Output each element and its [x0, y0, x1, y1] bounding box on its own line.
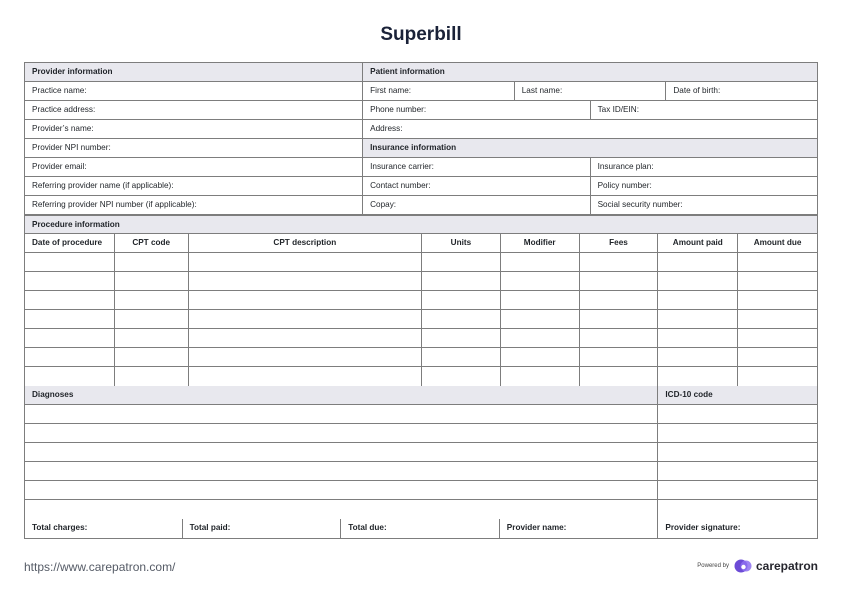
column-header: Fees — [580, 234, 659, 252]
date-of-procedure-cell[interactable] — [25, 367, 115, 386]
total-paid-field[interactable]: Total paid: — [183, 519, 342, 538]
referring-provider-name-field[interactable]: Referring provider name (if applicable): — [25, 177, 363, 195]
fees-cell[interactable] — [580, 253, 659, 271]
ssn-field[interactable]: Social security number: — [597, 200, 683, 209]
form-row — [25, 158, 817, 177]
section-header-row — [25, 63, 817, 82]
provider-email-field[interactable]: Provider email: — [25, 158, 363, 176]
powered-by-label: Powered by — [697, 563, 729, 569]
procedure-row — [25, 310, 817, 329]
cpt-description-cell[interactable] — [189, 291, 422, 309]
icd10-code-cell[interactable] — [658, 424, 817, 442]
provider-info-header: Provider information — [25, 63, 363, 81]
amount-due-cell[interactable] — [738, 272, 817, 290]
amount-paid-cell[interactable] — [658, 329, 738, 347]
practice-address-field[interactable]: Practice address: — [25, 101, 363, 119]
cpt-description-cell[interactable] — [189, 348, 422, 366]
units-cell[interactable] — [422, 291, 501, 309]
document-title: Superbill — [380, 24, 462, 45]
modifier-cell[interactable] — [501, 253, 580, 271]
provider-name-field[interactable]: Provider’s name: — [25, 120, 363, 138]
carepatron-brand-name: carepatron — [755, 559, 818, 573]
last-name-field[interactable]: Last name: — [515, 82, 667, 100]
form-row — [25, 196, 817, 215]
cpt-code-cell[interactable] — [115, 272, 189, 290]
icd10-code-cell[interactable] — [658, 500, 817, 519]
totals-row — [25, 519, 817, 538]
modifier-cell[interactable] — [501, 272, 580, 290]
diagnosis-row — [25, 500, 817, 519]
column-header: CPT code — [115, 234, 189, 252]
diagnosis-row — [25, 405, 817, 424]
insurance-carrier-field[interactable]: Insurance carrier: — [363, 158, 590, 176]
icd10-code-cell[interactable] — [658, 405, 817, 423]
amount-paid-cell[interactable] — [658, 367, 738, 386]
cpt-description-cell[interactable] — [189, 329, 422, 347]
procedure-row — [25, 272, 817, 291]
cpt-description-cell[interactable] — [189, 272, 422, 290]
date-of-procedure-cell[interactable] — [25, 310, 115, 328]
form-row — [25, 177, 817, 196]
cpt-description-cell[interactable] — [189, 253, 422, 271]
referring-provider-npi-field[interactable]: Referring provider NPI number (if applicable): — [25, 196, 363, 214]
amount-paid-cell[interactable] — [658, 348, 738, 366]
carepatron-logo-icon — [734, 558, 752, 574]
column-header: Amount due — [753, 238, 802, 247]
procedure-row — [25, 253, 817, 272]
fees-cell[interactable] — [580, 272, 659, 290]
amount-due-cell[interactable] — [738, 348, 817, 366]
provider-signature-field[interactable]: Provider signature: — [665, 523, 741, 532]
units-cell[interactable] — [422, 329, 501, 347]
superbill-form — [24, 62, 818, 539]
cpt-code-cell[interactable] — [115, 291, 189, 309]
icd10-code-cell[interactable] — [658, 443, 817, 461]
modifier-cell[interactable] — [501, 310, 580, 328]
fees-cell[interactable] — [580, 329, 659, 347]
modifier-cell[interactable] — [501, 291, 580, 309]
address-field[interactable]: Address: — [370, 124, 403, 133]
fees-cell[interactable] — [580, 367, 659, 386]
cpt-code-cell[interactable] — [115, 329, 189, 347]
column-header: Amount paid — [658, 234, 738, 252]
diagnosis-cell[interactable] — [25, 424, 658, 442]
units-cell[interactable] — [422, 272, 501, 290]
amount-due-cell[interactable] — [738, 310, 817, 328]
procedure-row — [25, 291, 817, 310]
units-cell[interactable] — [422, 253, 501, 271]
date-of-procedure-cell[interactable] — [25, 291, 115, 309]
tax-id-field[interactable]: Tax ID/EIN: — [597, 105, 639, 114]
diagnosis-cell[interactable] — [25, 500, 658, 519]
date-of-procedure-cell[interactable] — [25, 253, 115, 271]
date-of-procedure-cell[interactable] — [25, 272, 115, 290]
units-cell[interactable] — [422, 310, 501, 328]
contact-number-field[interactable]: Contact number: — [363, 177, 590, 195]
modifier-cell[interactable] — [501, 329, 580, 347]
form-row — [25, 139, 817, 158]
modifier-cell[interactable] — [501, 367, 580, 386]
diagnosis-row — [25, 443, 817, 462]
cpt-code-cell[interactable] — [115, 253, 189, 271]
fees-cell[interactable] — [580, 310, 659, 328]
diagnoses-header-row — [25, 386, 817, 405]
first-name-field[interactable]: First name: — [363, 82, 515, 100]
procedure-columns-row — [25, 234, 817, 253]
form-row — [25, 82, 817, 101]
icd10-code-cell[interactable] — [658, 462, 817, 480]
form-row — [25, 101, 817, 120]
total-due-field[interactable]: Total due: — [341, 519, 500, 538]
units-cell[interactable] — [422, 348, 501, 366]
provider-npi-field[interactable]: Provider NPI number: — [25, 139, 363, 157]
cpt-code-cell[interactable] — [115, 367, 189, 386]
procedure-header-row — [25, 215, 817, 234]
provider-name-total-field[interactable]: Provider name: — [500, 519, 659, 538]
date-of-birth-field[interactable]: Date of birth: — [673, 86, 721, 95]
modifier-cell[interactable] — [501, 348, 580, 366]
procedure-info-header: Procedure information — [25, 216, 817, 233]
column-header: Date of procedure — [25, 234, 115, 252]
date-of-procedure-cell[interactable] — [25, 329, 115, 347]
carepatron-link[interactable]: https://www.carepatron.com/ — [24, 560, 176, 574]
amount-due-cell[interactable] — [738, 291, 817, 309]
icd10-code-cell[interactable] — [658, 481, 817, 499]
cpt-code-cell[interactable] — [115, 310, 189, 328]
cpt-description-cell[interactable] — [189, 310, 422, 328]
amount-due-cell[interactable] — [738, 253, 817, 271]
diagnosis-cell[interactable] — [25, 481, 658, 499]
amount-paid-cell[interactable] — [658, 291, 738, 309]
diagnosis-cell[interactable] — [25, 405, 658, 423]
icd10-header: ICD-10 code — [658, 386, 817, 404]
diagnosis-cell[interactable] — [25, 443, 658, 461]
procedure-row — [25, 348, 817, 367]
policy-number-field[interactable]: Policy number: — [597, 181, 652, 190]
diagnosis-cell[interactable] — [25, 462, 658, 480]
copay-field[interactable]: Copay: — [363, 196, 590, 214]
practice-name-field[interactable]: Practice name: — [25, 82, 363, 100]
amount-due-cell[interactable] — [738, 329, 817, 347]
phone-number-field[interactable]: Phone number: — [363, 101, 590, 119]
insurance-plan-field[interactable]: Insurance plan: — [597, 162, 654, 171]
amount-due-cell[interactable] — [738, 367, 817, 386]
cpt-code-cell[interactable] — [115, 348, 189, 366]
diagnosis-row — [25, 481, 817, 500]
procedure-row — [25, 367, 817, 386]
diagnosis-row — [25, 424, 817, 443]
patient-info-header: Patient information — [363, 63, 817, 81]
amount-paid-cell[interactable] — [658, 253, 738, 271]
fees-cell[interactable] — [580, 291, 659, 309]
column-header: Units — [422, 234, 501, 252]
diagnosis-row — [25, 462, 817, 481]
column-header: CPT description — [189, 234, 422, 252]
form-row — [25, 120, 817, 139]
diagnoses-header: Diagnoses — [25, 386, 658, 404]
procedure-row — [25, 329, 817, 348]
powered-by-badge — [697, 558, 818, 574]
column-header: Modifier — [501, 234, 580, 252]
amount-paid-cell[interactable] — [658, 272, 738, 290]
date-of-procedure-cell[interactable] — [25, 348, 115, 366]
units-cell[interactable] — [422, 367, 501, 386]
insurance-info-header: Insurance information — [363, 139, 817, 157]
amount-paid-cell[interactable] — [658, 310, 738, 328]
fees-cell[interactable] — [580, 348, 659, 366]
cpt-description-cell[interactable] — [189, 367, 422, 386]
total-charges-field[interactable]: Total charges: — [25, 519, 183, 538]
